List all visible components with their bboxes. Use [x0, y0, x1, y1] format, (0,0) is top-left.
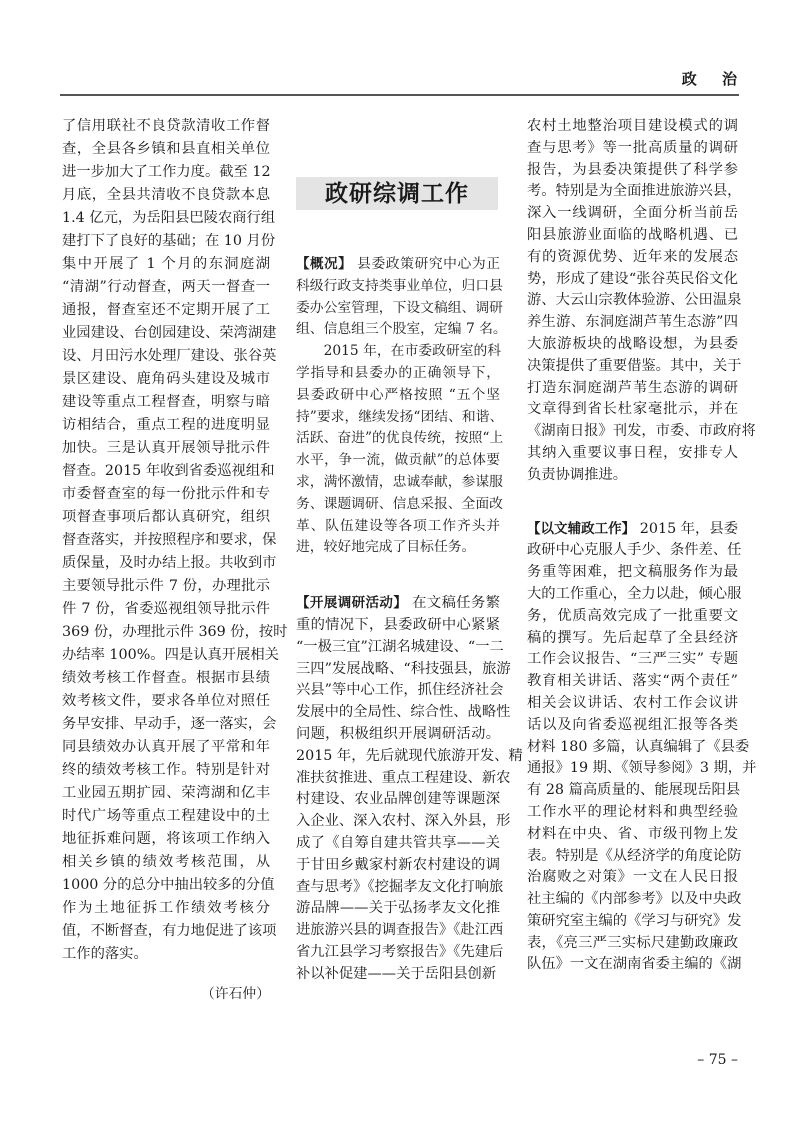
text-line	[296, 942, 504, 964]
text-line	[62, 851, 270, 874]
line-text: 村建设、农业品牌创建等课题深	[296, 791, 500, 808]
text-line	[62, 391, 270, 414]
line-text: 2015 年，先后就现代旅游开发、精	[296, 747, 523, 764]
text-line	[62, 115, 270, 138]
line-text: 委办公室管理，下设文稿组、调研	[296, 299, 503, 316]
line-text: 表。特别是《从经济学的角度论防	[527, 847, 742, 864]
line-text: 集中开展了 1 个月的东洞庭湖	[62, 256, 270, 272]
line-text: 查与思考》等一批高质量的调研	[527, 139, 738, 156]
line-text: 通报，督查室还不定期开展了工	[62, 302, 270, 318]
line-text: 入企业、深入农村、深入外县，形	[296, 813, 511, 830]
line-text: 设、月田污水处理厂建设、张谷英	[62, 348, 277, 364]
line-text: 县委政策研究中心为正	[357, 256, 501, 272]
column-3	[527, 116, 757, 976]
text-line	[296, 254, 500, 276]
text-line	[62, 460, 275, 483]
text-line	[62, 713, 277, 736]
text-line	[527, 181, 742, 203]
line-text: 其纳入重要议事日程，安排专人	[527, 444, 738, 461]
line-text: 务、课题调研、信息采报、全面改	[296, 495, 503, 512]
line-text: 社主编的《内部参考》以及中央政	[527, 891, 742, 908]
line-text: 建打下了良好的基础；在 10 月份	[62, 233, 276, 249]
paragraph	[62, 115, 288, 966]
line-text: 科级行政支持类事业单位，归口县	[296, 277, 503, 294]
line-text: 办结率 100%。四是认真开展相关	[62, 647, 279, 663]
paragraph	[296, 341, 504, 559]
text-line	[62, 299, 270, 322]
text-line	[296, 898, 500, 920]
text-line	[62, 184, 270, 207]
line-text: “一极三宜”江湖名城建设、“一二	[296, 638, 504, 655]
line-text: 进，较好地完成了目标任务。	[296, 539, 476, 556]
text-line	[527, 693, 738, 715]
text-line	[296, 855, 500, 877]
line-text: 兴县”等中心工作，抓住经济社会	[296, 682, 504, 699]
text-line	[527, 269, 738, 291]
text-line	[62, 437, 270, 460]
text-line	[62, 897, 270, 920]
line-text: 2015 年，在市委政研室的科	[323, 343, 502, 360]
text-line	[527, 780, 741, 802]
text-line	[296, 811, 511, 833]
line-text: 《湖南日报》刊发，市委、市政府将	[527, 423, 756, 440]
running-header-section: 政 治	[681, 70, 747, 88]
line-text: 活跃、奋进”的优良传统，按照“上	[296, 430, 504, 447]
text-line	[62, 598, 270, 621]
line-text: 水平，争一流，做贡献”的总体要	[296, 452, 500, 469]
text-line	[296, 702, 511, 724]
text-line	[62, 552, 277, 575]
text-line	[527, 671, 738, 693]
text-line	[62, 575, 270, 598]
text-line	[527, 954, 742, 976]
line-text: 月底，全县共清收不良贷款本息	[62, 187, 270, 203]
paragraph	[527, 519, 757, 977]
line-text: 补以补促建——关于岳阳县创新	[296, 965, 497, 982]
paragraph-heading: 【概况】	[296, 256, 353, 272]
text-line	[296, 298, 503, 320]
line-text: 有 28 篇高质量的、能展现岳阳县	[527, 782, 741, 799]
text-line	[527, 116, 738, 138]
text-line	[296, 276, 503, 298]
text-line	[527, 356, 742, 378]
text-line	[62, 483, 270, 506]
line-text: 材料在中央、省、市级刊物上发	[527, 825, 738, 842]
text-line	[527, 628, 738, 650]
text-line	[527, 465, 738, 487]
text-line	[296, 637, 504, 659]
line-text: 1.4 亿元，为岳阳县巴陵农商行组	[62, 210, 276, 226]
text-line	[296, 724, 500, 746]
line-text: 工作会议报告、“三严三实” 专题	[527, 651, 738, 668]
text-line	[62, 138, 270, 161]
text-line	[296, 680, 504, 702]
text-line	[62, 414, 270, 437]
line-text: 稿的撰写。先后起草了全县经济	[527, 629, 738, 646]
line-text: 考。特别是为全面推进旅游兴县，	[527, 183, 742, 200]
line-text: 农村土地整治项目建设模式的调	[527, 118, 738, 134]
line-text: 文章得到省长杜家毫批示，并在	[527, 401, 738, 418]
line-text: 终的绩效考核工作。特别是针对	[62, 762, 270, 778]
line-text: 2015 年，县委	[639, 520, 738, 537]
line-text: 队伍》一文在湖南省委主编的《湖	[527, 956, 742, 973]
text-line	[296, 659, 511, 681]
line-text: 时代广场等重点工程建设中的土	[62, 808, 270, 824]
line-text: 市委督查室的每一份批示件和专	[62, 486, 270, 502]
text-line	[62, 529, 277, 552]
line-text: 通报》19 期、《领导参阅》3 期，并	[527, 760, 757, 777]
text-line	[62, 644, 279, 667]
line-text: 准扶贫推进、重点工程建设、新农	[296, 769, 511, 786]
line-text: 建设等重点工程督查，明察与暗	[62, 394, 270, 410]
line-text: 打造东洞庭湖芦苇生态游的调研	[527, 379, 738, 396]
text-line	[296, 877, 504, 899]
text-line	[527, 846, 742, 868]
text-line	[527, 334, 738, 356]
line-text: 求，满怀激情，忠诚奉献，参谋服	[296, 473, 503, 490]
text-line	[62, 920, 277, 943]
text-line	[527, 911, 742, 933]
line-text: 持”要求，继续发扬“团结、和谐、	[296, 408, 504, 425]
text-line	[296, 516, 500, 538]
text-line	[296, 537, 500, 559]
line-text: 游品牌——关于弘扬孝友文化推	[296, 900, 500, 917]
line-text: 政研中心克服人手少、条件差、任	[527, 542, 742, 559]
line-text: 问题，积极组织开展调研活动。	[296, 725, 500, 742]
text-line	[62, 345, 277, 368]
line-text: 表，《亮三严三实标尺建勤政廉政	[527, 934, 738, 951]
line-text: 负责协调推进。	[527, 466, 628, 483]
text-line	[527, 378, 738, 400]
text-line	[527, 312, 738, 334]
line-text: 重的情况下，县委政研中心紧紧	[296, 616, 500, 633]
text-line	[527, 867, 738, 889]
text-line	[527, 160, 738, 182]
text-line	[296, 450, 500, 472]
text-line	[296, 615, 500, 637]
line-text: 值，不断督查，有力地促进了该项	[62, 923, 277, 939]
text-line	[527, 203, 738, 225]
line-text: 同县绩效办认真开展了平常和年	[62, 739, 270, 755]
line-text: 务早安排、早动手，逐一落实，会	[62, 716, 277, 732]
line-text: 工作的落实。	[62, 946, 148, 962]
text-line	[62, 368, 270, 391]
line-text: 主要领导批示件 7 份，办理批示	[62, 578, 270, 594]
line-text: “清湖”行动督查，两天一督查一	[62, 279, 270, 295]
column-1	[62, 115, 288, 1002]
text-line	[296, 920, 504, 942]
text-line	[527, 802, 738, 824]
section-title: 政研综调工作	[296, 177, 498, 210]
line-text: 369 份，办理批示件 369 份，按时	[62, 624, 288, 640]
text-line	[62, 230, 276, 253]
line-text: 1000 分的总分中抽出较多的分值	[62, 877, 275, 893]
text-line	[296, 746, 523, 768]
line-text: 成了《自筹自建共管共享——关	[296, 834, 500, 851]
text-line	[527, 421, 756, 443]
line-text: 进旅游兴县的调查报告》《赴江西	[296, 922, 504, 939]
text-line	[527, 225, 738, 247]
line-text: 工作水平的理论材料和典型经验	[527, 803, 738, 820]
line-text: 省九江县学习考察报告》《先建后	[296, 943, 504, 960]
line-text: 有的资源优势、近年来的发展态	[527, 248, 738, 265]
line-text: 务，优质高效完成了一批重要文	[527, 607, 738, 624]
text-line	[62, 161, 270, 184]
line-text: 业园建设、台创园建设、荣湾湖建	[62, 325, 277, 341]
text-line	[527, 138, 738, 160]
line-text: 效考核文件，要求各单位对照任	[62, 693, 270, 709]
line-text: 件 7 份，省委巡视组领导批示件	[62, 601, 270, 617]
text-line	[296, 385, 500, 407]
text-line	[62, 805, 270, 828]
text-line	[296, 789, 500, 811]
text-line	[527, 399, 738, 421]
text-line	[527, 606, 738, 628]
text-line	[62, 782, 270, 805]
line-text: 加快。三是认真开展领导批示件	[62, 440, 270, 456]
text-line	[527, 715, 738, 737]
line-text: 督查落实，并按照程序和要求，保	[62, 532, 277, 548]
text-line	[527, 649, 738, 671]
line-text: 项督查事项后都认真研究，组织	[62, 509, 270, 525]
text-line	[527, 540, 742, 562]
text-line	[527, 247, 738, 269]
line-text: 于甘田乡戴家村新农村建设的调	[296, 856, 500, 873]
line-text: 策研究室主编的《学习与研究》发	[527, 912, 742, 929]
line-text: 学指导和县委办的正确领导下，	[296, 364, 500, 381]
paragraph	[296, 593, 523, 985]
text-line	[62, 736, 270, 759]
line-text: 大旅游板块的战略设想，为县委	[527, 335, 738, 352]
line-text: 质保量，及时办结上报。共收到市	[62, 555, 277, 571]
line-text: 深入一线调研，全面分析当前岳	[527, 205, 738, 222]
line-text: 决策提供了重要借鉴。其中，关于	[527, 357, 742, 374]
line-text: 治腐败之对策》一文在人民日报	[527, 869, 738, 886]
line-text: 督查。2015 年收到省委巡视组和	[62, 463, 275, 479]
text-line	[296, 593, 500, 615]
line-text: 务重等困难，把文稿服务作为最	[527, 564, 738, 581]
paragraph-heading: 【以文辅政工作】	[527, 520, 636, 537]
line-text: 地征拆难问题，将该项工作纳入	[62, 831, 270, 847]
text-line	[62, 667, 270, 690]
text-line	[527, 519, 738, 541]
line-text: 发展中的全局性、综合性、战略性	[296, 704, 511, 721]
text-line	[296, 472, 503, 494]
text-line	[527, 737, 750, 759]
line-text: 教育相关讲话、落实“两个责任”	[527, 673, 738, 690]
text-line	[296, 363, 500, 385]
text-line	[62, 506, 270, 529]
text-line	[527, 443, 738, 465]
line-text: 游、大云山宗教体验游、公田温泉	[527, 292, 742, 309]
line-text: 革、队伍建设等各项工作齐头并	[296, 517, 500, 534]
text-line	[62, 874, 275, 897]
text-line	[296, 341, 500, 363]
text-line	[62, 690, 270, 713]
text-line	[527, 758, 757, 780]
author-signature: （许石仲）	[201, 986, 270, 1002]
line-text: 作为土地征拆工作绩效考核分	[62, 900, 270, 916]
line-text: 县委政研中心严格按照 “五个坚	[296, 386, 500, 403]
text-line	[296, 407, 504, 429]
line-text: 查，全县各乡镇和县直相关单位	[62, 141, 270, 157]
line-text: 大的工作重心，全力以赴，倾心服	[527, 585, 742, 602]
text-line	[296, 768, 511, 790]
paragraph	[527, 116, 756, 487]
text-line	[62, 621, 288, 644]
line-text: 报告，为县委决策提供了科学参	[527, 161, 738, 178]
paragraph	[296, 254, 507, 341]
text-line	[296, 964, 500, 986]
line-text: 绩效考核工作督查。根据市县绩	[62, 670, 270, 686]
text-line	[527, 824, 738, 846]
text-line	[62, 828, 270, 851]
line-text: 相关乡镇的绩效考核范围，从	[62, 854, 270, 870]
line-text: 了信用联社不良贷款清收工作督	[62, 118, 270, 134]
text-line	[62, 759, 270, 782]
line-text: 材料 180 多篇，认真编辑了《县委	[527, 738, 750, 755]
text-line	[296, 428, 504, 450]
text-line	[296, 494, 503, 516]
text-line	[527, 290, 742, 312]
text-line	[527, 933, 738, 955]
text-line	[527, 584, 742, 606]
text-line	[62, 322, 277, 345]
text-line	[62, 253, 270, 276]
line-text: 养生游、东洞庭湖芦苇生态游”四	[527, 314, 738, 331]
line-text: 势，形成了建设“张谷英民俗文化	[527, 270, 738, 287]
line-text: 访相结合，重点工程的进度明显	[62, 417, 270, 433]
text-line	[527, 562, 738, 584]
line-text: 三四”发展战略、“科技强县，旅游	[296, 660, 511, 677]
line-text: 进一步加大了工作力度。截至 12	[62, 164, 271, 180]
column-2	[296, 254, 523, 986]
line-text: 工业园五期扩园、荣湾湖和亿丰	[62, 785, 270, 801]
line-text: 景区建设、鹿角码头建设及城市	[62, 371, 270, 387]
line-text: 阳县旅游业面临的战略机遇、已	[527, 226, 738, 243]
text-line	[62, 276, 270, 299]
line-text: 在文稿任务繁	[412, 595, 501, 612]
text-line	[296, 833, 500, 855]
text-line	[296, 319, 507, 341]
line-text: 相关会议讲话、农村工作会议讲	[527, 694, 738, 711]
text-line	[62, 943, 270, 966]
page-number: – 75 –	[697, 1052, 738, 1068]
header-rule	[60, 94, 739, 96]
paragraph-heading: 【开展调研活动】	[296, 595, 408, 612]
text-line	[527, 889, 742, 911]
text-line	[62, 207, 276, 230]
line-text: 查与思考》《挖掘孝友文化打响旅	[296, 878, 504, 895]
line-text: 话以及向省委巡视组汇报等各类	[527, 716, 738, 733]
line-text: 组、信息组三个股室，定编 7 名。	[296, 321, 507, 338]
